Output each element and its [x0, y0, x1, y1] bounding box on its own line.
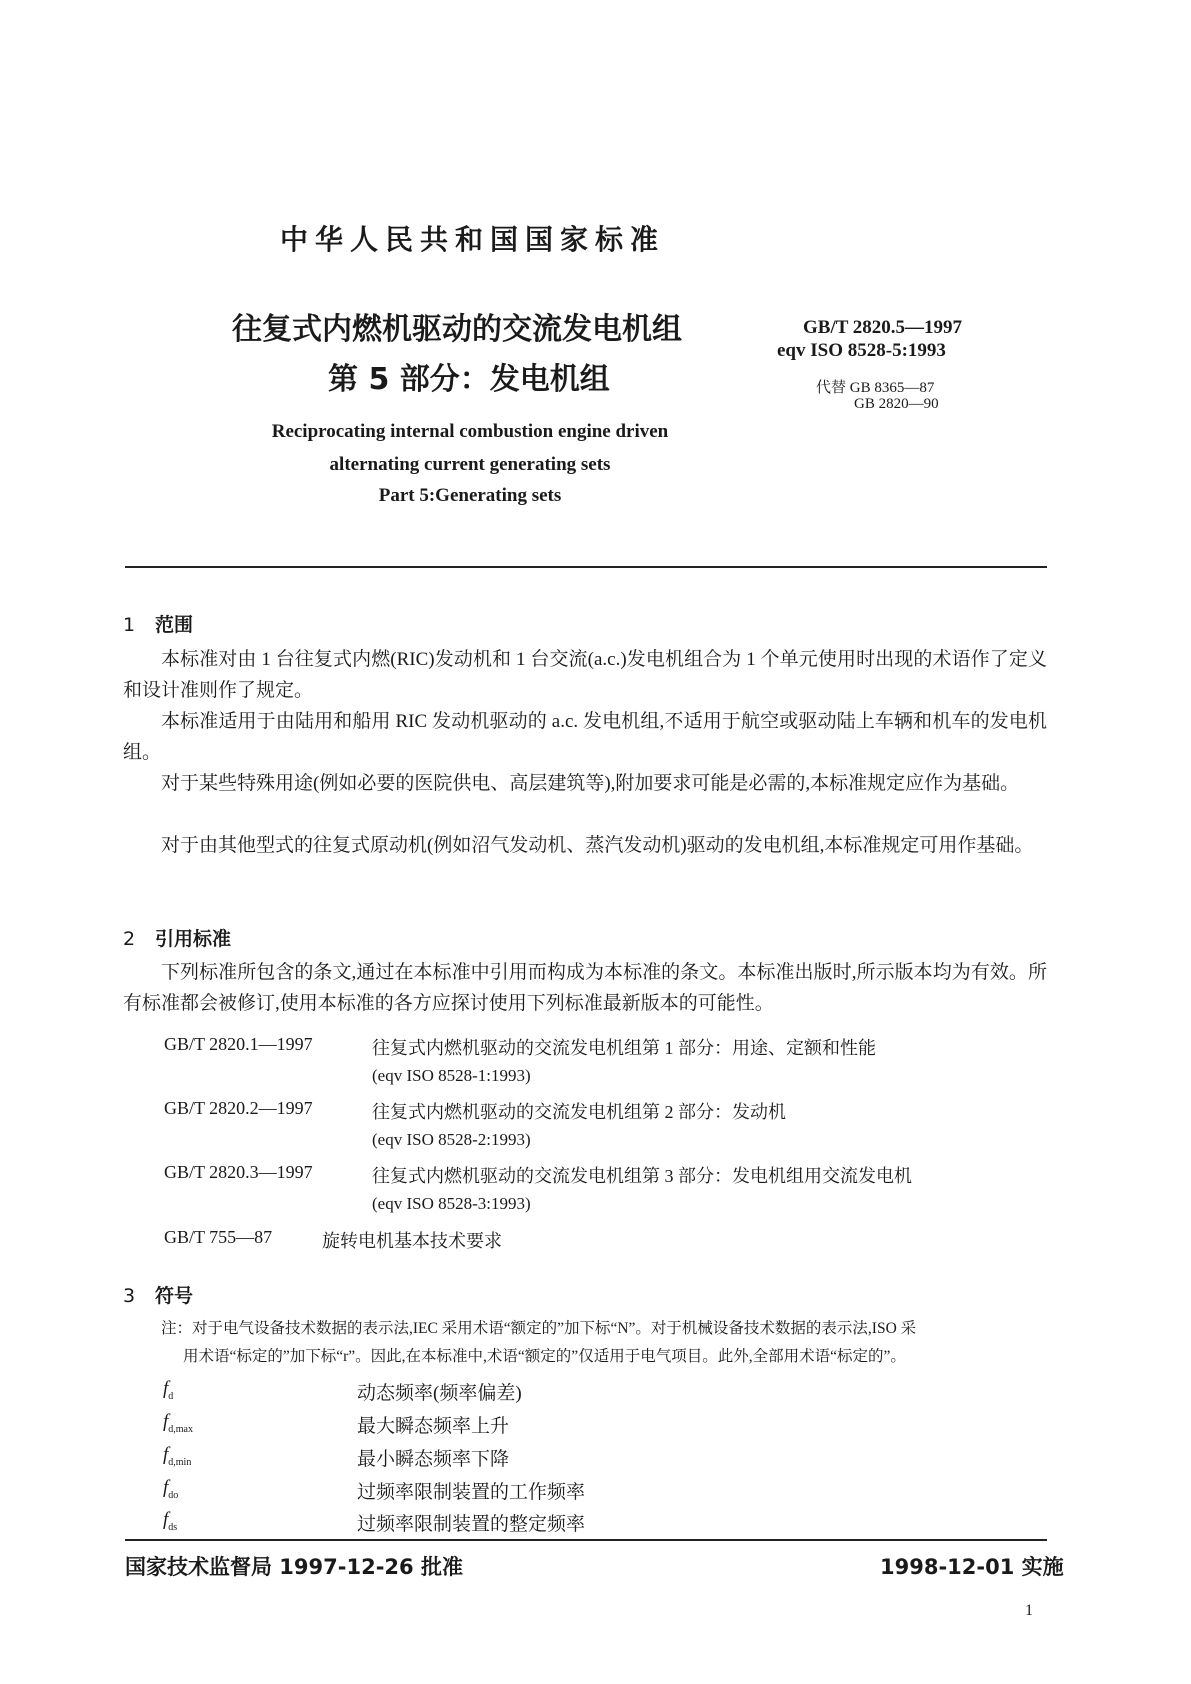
reference-title: 旋转电机基本技术要求	[322, 1231, 502, 1251]
section-number: 2	[123, 928, 136, 950]
paragraph: 下列标准所包含的条文,通过在本标准中引用而构成为本标准的条文。本标准出版时,所示版本均为有效。所有标准都会被修订,使用本标准的各方应探讨使用下列标准最新版本的可能性。	[123, 962, 1047, 1014]
reference-title: 往复式内燃机驱动的交流发电机组第 2 部分：发动机	[372, 1102, 786, 1122]
header-divider	[125, 566, 1047, 568]
reference-code: GB/T 2820.3—1997	[164, 1162, 313, 1182]
national-standard-heading: 中华人民共和国国家标准	[280, 223, 666, 256]
section-2-heading	[123, 924, 231, 951]
section-title: 范围	[155, 614, 194, 636]
reference-equivalent: (eqv ISO 8528-3:1993)	[372, 1194, 531, 1213]
section-number: 3	[123, 1285, 136, 1307]
reference-equivalent: (eqv ISO 8528-2:1993)	[372, 1130, 531, 1149]
symbol-description: 动态频率(频率偏差)	[357, 1383, 522, 1404]
approval-date: 国家技术监督局 1997-12-26 批准	[125, 1555, 463, 1579]
footer-divider	[125, 1539, 1047, 1541]
title-en-line2: alternating current generating sets	[329, 454, 611, 475]
standard-number: GB/T 2820.5—1997	[803, 317, 963, 338]
symbol-description: 过频率限制装置的工作频率	[357, 1482, 586, 1503]
reference-code: GB/T 755—87	[164, 1227, 273, 1247]
symbol: $f_{d,max}$	[163, 1411, 193, 1435]
reference-code: GB/T 2820.2—1997	[164, 1098, 313, 1118]
section-number: 1	[123, 614, 136, 636]
symbol-description: 最小瞬态频率下降	[357, 1449, 510, 1470]
paragraph: 对于某些特殊用途(例如必要的医院供电、高层建筑等),附加要求可能是必需的,本标准规定应作为基础。	[161, 773, 1020, 794]
reference-code: GB/T 2820.1—1997	[164, 1034, 313, 1054]
title-cn-line2: 第 5 部分：发电机组	[328, 362, 610, 397]
paragraph: 对于由其他型式的往复式原动机(例如沼气发动机、蒸汽发动机)驱动的发电机组,本标准规定可用作基础。	[161, 835, 1034, 856]
symbol-description: 过频率限制装置的整定频率	[357, 1514, 586, 1535]
paragraph: 本标准适用于由陆用和船用 RIC 发动机驱动的 a.c. 发电机组,不适用于航空或驱动陆上车辆和机车的发电机组。	[123, 711, 1047, 763]
note-line-2: 用术语“标定的”加下标“r”。因此,在本标准中,术语“额定的”仅适用于电气项目。此外,全部用术语“标定的”。	[183, 1348, 906, 1365]
section-title: 引用标准	[155, 928, 232, 950]
title-en-line3: Part 5:Generating sets	[378, 485, 562, 506]
title-cn-line1: 往复式内燃机驱动的交流发电机组	[232, 312, 682, 347]
section-3-heading	[123, 1281, 193, 1308]
note-line-1: 注：对于电气设备技术数据的表示法,IEC 采用术语“额定的”加下标“N”。对于机械设备技术数据的表示法,ISO 采	[161, 1320, 917, 1337]
symbol-description: 最大瞬态频率上升	[357, 1416, 510, 1437]
symbol: $f_{d,min}$	[163, 1444, 192, 1468]
equivalent-standard: eqv ISO 8528-5:1993	[777, 340, 946, 361]
implementation-date: 1998-12-01 实施	[880, 1555, 1064, 1579]
symbol: $f_{do}$	[163, 1477, 179, 1501]
symbol: $f_{ds}$	[163, 1509, 178, 1533]
replaces-standard-1: 代替 GB 8365—87	[816, 380, 935, 396]
section-title: 符号	[155, 1285, 194, 1307]
reference-title: 往复式内燃机驱动的交流发电机组第 3 部分：发电机组用交流发电机	[372, 1166, 912, 1186]
reference-title: 往复式内燃机驱动的交流发电机组第 1 部分：用途、定额和性能	[372, 1038, 876, 1058]
paragraph: 本标准对由 1 台往复式内燃(RIC)发动机和 1 台交流(a.c.)发电机组合为 1 个单元使用时出现的术语作了定义和设计准则作了规定。	[123, 649, 1047, 701]
reference-equivalent: (eqv ISO 8528-1:1993)	[372, 1066, 531, 1085]
title-en-line1: Reciprocating internal combustion engine driven	[271, 421, 669, 442]
page-number: 1	[1025, 1602, 1033, 1619]
section-1-heading	[123, 610, 193, 637]
symbol: $f_d$	[163, 1378, 174, 1402]
replaces-standard-2: GB 2820—90	[854, 396, 939, 412]
